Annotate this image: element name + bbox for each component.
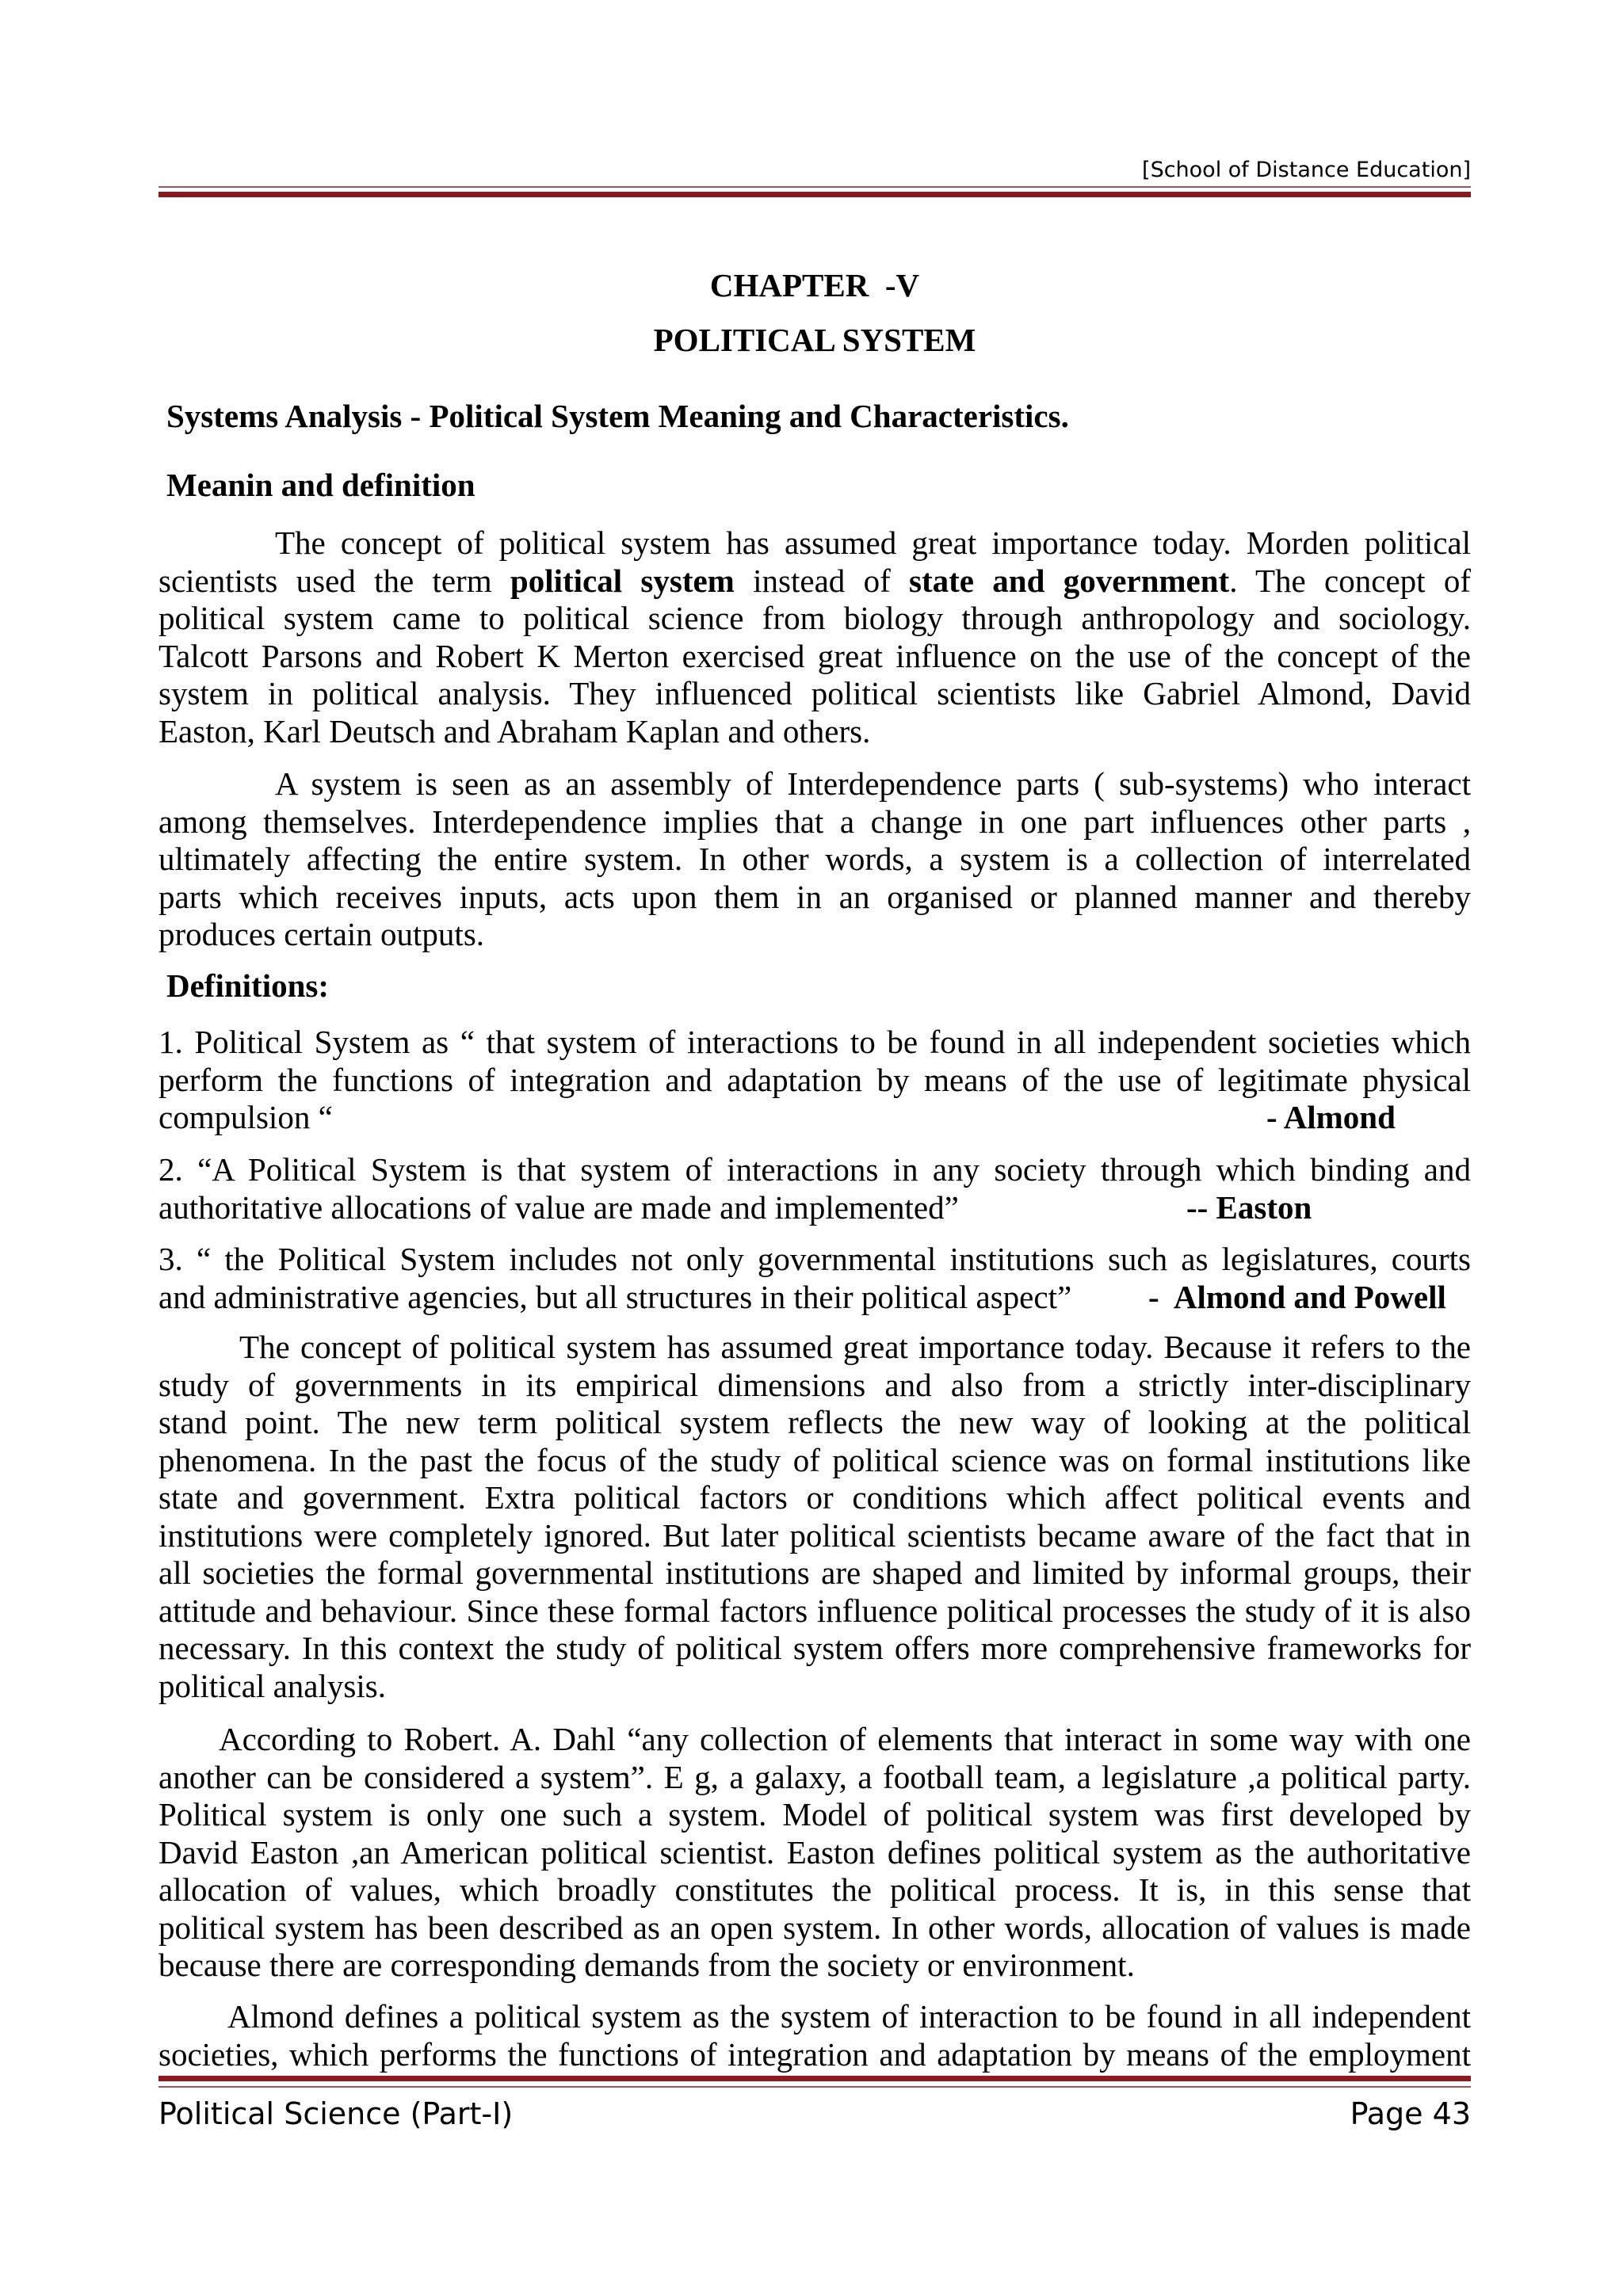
paragraph-dahl [158, 1721, 1471, 1985]
paragraph-system [158, 765, 1471, 954]
line-text: authoritative allocations of value are made and implemented” [158, 1188, 959, 1226]
footer-rule-thin [158, 2086, 1471, 2088]
paragraph-line: Easton, Karl Deutsch and Abraham Kaplan and others. [158, 712, 871, 749]
page-number: Page 43 [1350, 2096, 1471, 2131]
bold-term: political system [510, 562, 735, 599]
paragraph-line: Almond defines a political system as the system of interaction to be found in all independent [227, 1998, 1471, 2035]
definitions-heading: Definitions: [166, 967, 329, 1004]
paragraph-line: The concept of political system has assumed great importance today. Because it refers to the [239, 1329, 1471, 1365]
paragraph-line [158, 563, 1471, 601]
footer-course: Political Science (Part-I) [158, 2096, 514, 2131]
paragraph-importance [158, 1329, 1471, 1705]
definition-easton [158, 1151, 1471, 1226]
definition-line: 2. “A Political System is that system of interactions in any society through which binding and [158, 1151, 1471, 1188]
paragraph-line: David Easton ,an American political scientist. Easton defines political system as the authoritative [158, 1833, 1471, 1871]
paragraph-line: Talcott Parsons and Robert K Merton exercised great influence on the use of the concept of the [158, 637, 1471, 674]
paragraph-line: attitude and behaviour. Since these formal factors influence political processes the study of it is also [158, 1592, 1471, 1629]
header-rule-thick [158, 192, 1471, 197]
paragraph-line: state and government. Extra political factors or conditions which affect political events and [158, 1479, 1471, 1516]
paragraph-almond [158, 1998, 1471, 2073]
line-text: instead of [734, 562, 910, 599]
header-rule-thin [158, 186, 1471, 188]
definition-line: perform the functions of integration and adaptation by means of the use of legitimate physical [158, 1061, 1471, 1098]
paragraph-line: stand point. The new term political system reflects the new way of looking at the political [158, 1404, 1471, 1440]
footer-rule-thick [158, 2076, 1471, 2081]
paragraph-line: because there are corresponding demands from the society or environment. [158, 1947, 1135, 1983]
paragraph-line: system in political analysis. They influenced political scientists like Gabriel Almond, David [158, 675, 1471, 711]
paragraph-line: ultimately affecting the entire system. In other words, a system is a collection of interrelated [158, 841, 1471, 877]
paragraph-line: allocation of values, which broadly constitutes the political process. It is, in this sense that [158, 1871, 1471, 1908]
paragraph-line: among themselves. Interdependence implies that a change in one part influences other parts , [158, 803, 1471, 840]
paragraph-line: A system is seen as an assembly of Interdependence parts ( sub-systems) who interact [275, 765, 1471, 802]
page-footer [158, 2096, 1471, 2132]
paragraph-line: another can be considered a system”. E g, a galaxy, a football team, a legislature ,a political party. [158, 1758, 1471, 1795]
chapter-number: CHAPTER -V [709, 267, 920, 303]
definition-source: - Almond [1266, 1099, 1396, 1135]
definition-almond [158, 1024, 1471, 1137]
paragraph-line: political analysis. [158, 1667, 386, 1704]
paragraph-line: political system came to political science from biology through anthropology and sociology. [158, 600, 1471, 636]
paragraph-line: necessary. In this context the study of political system offers more comprehensive frameworks for [158, 1630, 1471, 1666]
definition-line [158, 1189, 1471, 1227]
paragraph-line: all societies the formal governmental institutions are shaped and limited by informal groups, their [158, 1554, 1471, 1591]
paragraph-line: The concept of political system has assumed great importance today. Morden political [275, 524, 1471, 561]
paragraph-line: parts which receives inputs, acts upon them in an organised or planned manner and thereby [158, 878, 1471, 915]
definition-line: 1. Political System as “ that system of interactions to be found in all independent societies which [158, 1024, 1471, 1060]
definition-almond-powell [158, 1241, 1471, 1316]
paragraph-line: phenomena. In the past the focus of the study of political science was on formal institutions like [158, 1441, 1471, 1478]
definition-source: - Almond and Powell [1148, 1278, 1446, 1315]
paragraph-line: political system has been described as an open system. In other words, allocation of values is made [158, 1909, 1471, 1946]
paragraph-line: produces certain outputs. [158, 916, 485, 952]
bold-term: state and government [909, 562, 1230, 599]
definition-source: -- Easton [1186, 1188, 1312, 1226]
line-text: . The concept of [1229, 562, 1471, 599]
paragraph-line: societies, which performs the functions of integration and adaptation by means of the employment [158, 2035, 1471, 2073]
definition-line [158, 1279, 1471, 1317]
definition-line [158, 1099, 1471, 1137]
chapter-title: POLITICAL SYSTEM [653, 322, 976, 358]
paragraph-line: study of governments in its empirical dimensions and also from a strictly inter-disciplinary [158, 1366, 1471, 1403]
header-institution: [School of Distance Education] [1142, 158, 1471, 182]
paragraph-line: According to Robert. A. Dahl “any collection of elements that interact in some way with one [219, 1721, 1471, 1757]
definition-line: 3. “ the Political System includes not only governmental institutions such as legislatures, courts [158, 1241, 1471, 1277]
section-heading: Systems Analysis - Political System Meaning and Characteristics. [166, 398, 1069, 434]
line-text: and administrative agencies, but all structures in their political aspect” [158, 1278, 1072, 1315]
line-text: scientists used the term [158, 562, 510, 599]
line-text: compulsion “ [158, 1099, 333, 1135]
paragraph-line: institutions were completely ignored. But later political scientists became aware of the fact that in [158, 1516, 1471, 1554]
paragraph-concept [158, 524, 1471, 750]
paragraph-line: Political system is only one such a system. Model of political system was first developed by [158, 1796, 1471, 1833]
meaning-heading: Meanin and definition [166, 467, 475, 503]
